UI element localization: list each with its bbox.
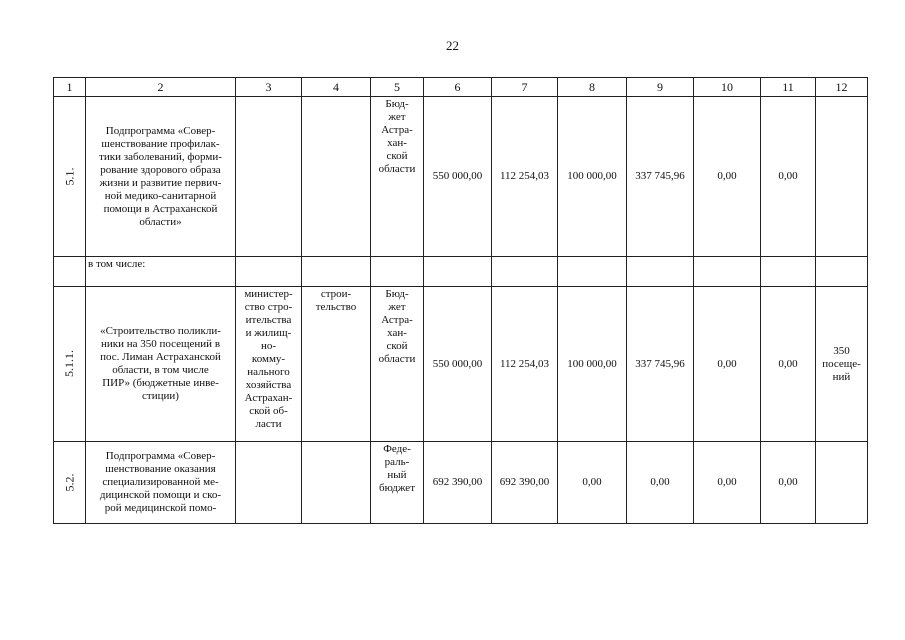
subheader-row (54, 257, 868, 287)
table-row (54, 287, 868, 442)
column-header: 10 (694, 78, 761, 97)
column-header: 7 (492, 78, 558, 97)
amount-cell: 0,00 (761, 97, 816, 257)
amount-cell: 0,00 (627, 442, 694, 524)
amount-cell: 0,00 (761, 442, 816, 524)
amount-cell: 0,00 (761, 287, 816, 442)
program-name: Подпрограмма «Совер- шенствование профилак- тики заболеваний, форми- рование здорового образа жизни и развитие первич- ной медико-санитарной помощи в Астраханской области» (99, 124, 222, 228)
result-cell (816, 97, 868, 257)
row-number-cell (54, 442, 86, 524)
executor-cell: министер- ство стро- ительства и жилищ- но- комму- нального хозяйства Астрахан- ской об- ласти (236, 287, 302, 442)
amount-cell: 0,00 (694, 97, 761, 257)
column-header: 6 (424, 78, 492, 97)
name-cell (86, 442, 236, 524)
result-cell: 350 посеще- ний (816, 287, 868, 442)
column-header: 5 (371, 78, 424, 97)
row-number: 5.2. (62, 473, 76, 491)
amount-cell: 692 390,00 (424, 442, 492, 524)
name-cell (86, 287, 236, 442)
amount-cell: 0,00 (558, 442, 627, 524)
program-name: Подпрограмма «Совер- шенствование оказания специализированной ме- дицинской помощи и ско- рой медицинской помо- (99, 450, 222, 514)
direction-cell (302, 97, 371, 257)
page-number: 22 (446, 38, 459, 53)
budget-table (53, 77, 868, 524)
amount-cell: 337 745,96 (627, 97, 694, 257)
source-cell: Бюд- жет Астра- хан- ской области (371, 287, 424, 442)
table-row (54, 442, 868, 524)
amount-cell: 550 000,00 (424, 97, 492, 257)
column-header: 1 (54, 78, 86, 97)
source-cell: Бюд- жет Астра- хан- ской области (371, 97, 424, 257)
column-header: 8 (558, 78, 627, 97)
column-header: 9 (627, 78, 694, 97)
program-name: «Строительство поликли- ники на 350 посещений в пос. Лиман Астраханской области, в том числе ПИР» (бюджетные инве- стиции) (100, 325, 221, 402)
amount-cell: 112 254,03 (492, 287, 558, 442)
row-number: 5.1.1. (62, 350, 76, 377)
row-number-cell (54, 257, 86, 287)
amount-cell: 550 000,00 (424, 287, 492, 442)
amount-cell: 0,00 (694, 287, 761, 442)
row-number: 5.1. (62, 167, 76, 185)
executor-cell (236, 442, 302, 524)
amount-cell: 100 000,00 (558, 97, 627, 257)
column-header: 4 (302, 78, 371, 97)
column-header: 12 (816, 78, 868, 97)
header-row (54, 78, 868, 97)
table-row (54, 97, 868, 257)
result-cell (816, 442, 868, 524)
amount-cell: 100 000,00 (558, 287, 627, 442)
amount-cell: 0,00 (694, 442, 761, 524)
column-header: 11 (761, 78, 816, 97)
direction-cell (302, 442, 371, 524)
amount-cell: 337 745,96 (627, 287, 694, 442)
row-number-cell (54, 97, 86, 257)
source-cell: Феде- раль- ный бюджет (371, 442, 424, 524)
subheader-text: в том числе: (86, 257, 236, 287)
amount-cell: 112 254,03 (492, 97, 558, 257)
column-header: 2 (86, 78, 236, 97)
executor-cell (236, 97, 302, 257)
direction-cell: строи- тельство (302, 287, 371, 442)
name-cell (86, 97, 236, 257)
amount-cell: 692 390,00 (492, 442, 558, 524)
column-header: 3 (236, 78, 302, 97)
row-number-cell (54, 287, 86, 442)
